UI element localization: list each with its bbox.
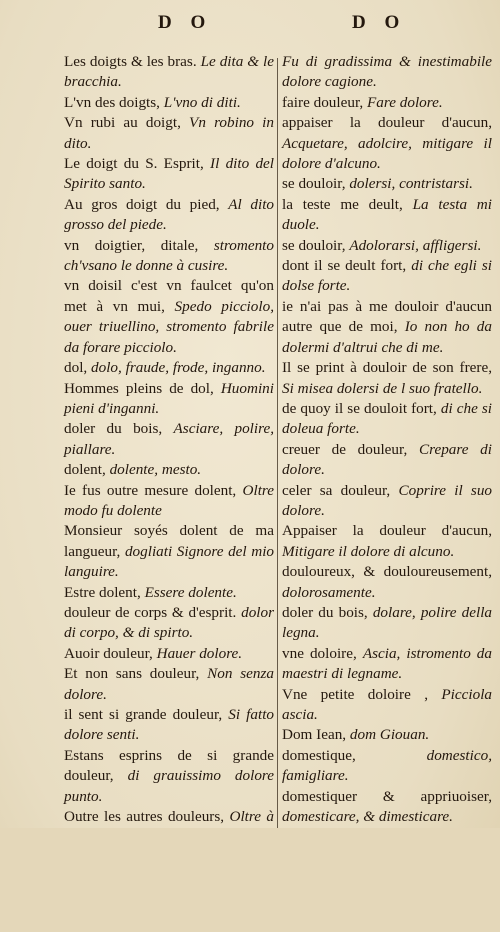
italian-translation: dolor di corpo, & di spirto. (64, 603, 275, 642)
french-headword: Estre dolent, (64, 583, 141, 601)
dictionary-entry (282, 297, 492, 358)
french-headword: Dom Iean, (282, 726, 347, 744)
page-bottom-margin (0, 828, 500, 932)
dictionary-entry (64, 276, 274, 358)
french-headword: faire douleur, (282, 93, 364, 111)
french-headword: Estans esprins de si grande douleur, (64, 746, 274, 785)
french-headword: Auoir douleur, (64, 644, 153, 662)
italian-translation: L'vno di diti. (163, 93, 241, 111)
dictionary-entry (64, 521, 274, 582)
dictionary-entry (282, 93, 492, 113)
italian-translation: Al dito grosso del piede. (64, 195, 275, 234)
italian-translation: Io non ho da dolermi d'altrui che di me. (282, 318, 492, 356)
italian-translation: Si misea dolersi de l suo fratello. (282, 379, 483, 397)
french-headword: Appaiser la douleur d'aucun, (282, 522, 492, 540)
french-headword: domestiquer & appriuoiser, (282, 787, 492, 805)
italian-translation: Fu di gradissima & inestimabile dolore cagione. (282, 53, 492, 91)
italian-translation: Le dita & le bracchia. (64, 53, 275, 91)
french-headword: dont il se deult fort, (282, 257, 407, 275)
italian-translation: Asciare, polire, piallare. (64, 420, 275, 458)
dictionary-entry (64, 481, 274, 522)
italian-translation: Oltre modo fu dolente (64, 481, 274, 519)
italian-translation: Huomini pieni d'inganni. (64, 379, 274, 417)
french-headword: se douloir, (282, 175, 346, 193)
french-headword: Les doigts & les bras. (64, 53, 197, 70)
dictionary-entry (64, 644, 274, 664)
italian-translation: dolo, fraude, frode, inganno. (91, 359, 266, 377)
dictionary-entry (282, 52, 492, 93)
dictionary-entry (282, 113, 492, 174)
italian-translation: La testa mi duole. (282, 195, 492, 234)
french-headword: Hommes pleins de dol, (64, 379, 214, 397)
dictionary-entry (64, 460, 274, 480)
french-headword: Il se print à douloir de son frere, (282, 359, 492, 377)
dictionary-entry (64, 195, 274, 236)
italian-translation: Adolorarsi, affligersi. (349, 236, 482, 254)
french-headword: doler du bois, (282, 603, 368, 621)
french-headword: ie n'ai pas à me douloir d'aucun autre que de moi, (282, 297, 492, 336)
french-headword: creuer de douleur, (282, 440, 408, 458)
french-headword: Outre les autres douleurs, (64, 808, 225, 826)
french-headword: Et non sans douleur, (64, 665, 200, 683)
dictionary-entry (64, 358, 274, 378)
french-headword: douleur de corps & d'esprit. (64, 603, 237, 621)
french-headword: Vn rubi au doigt, (64, 114, 181, 132)
italian-translation: Crepare di dolore. (282, 440, 492, 479)
dictionary-entry (64, 664, 274, 705)
french-headword: Monsieur soyés dolent de ma langueur, (64, 522, 274, 560)
french-headword: domestique, (282, 746, 356, 764)
dictionary-entry (64, 113, 274, 154)
french-headword: Vne petite doloire , (282, 685, 429, 703)
italian-translation: di grauissimo dolore punto. (64, 767, 274, 805)
french-headword: il sent si grande douleur, (64, 706, 223, 723)
dictionary-entry (64, 746, 274, 807)
dictionary-entry (282, 644, 492, 685)
dictionary-entry (64, 154, 274, 195)
dictionary-entry (282, 746, 492, 787)
italian-translation: Mitigare il dolore di alcuno. (282, 542, 455, 560)
dictionary-entry (64, 52, 274, 93)
italian-translation: dogliati Signore del mio languire. (64, 542, 275, 581)
italian-translation: Si fatto dolore senti. (64, 706, 275, 744)
dictionary-entry (282, 603, 492, 644)
dictionary-entry (282, 399, 492, 440)
french-headword: se douloir, (282, 236, 346, 254)
italian-translation: Picciola ascia. (282, 685, 493, 723)
italian-translation: domesticare, & dimesticare. (282, 808, 453, 826)
italian-translation: Ascia, istromento da maestri di legname. (282, 644, 492, 683)
dictionary-entry (282, 195, 492, 236)
italian-translation: domestico, famigliare. (282, 746, 492, 785)
dictionary-entry (282, 358, 492, 399)
french-headword: Ie fus outre mesure dolent, (64, 481, 237, 499)
french-headword: doler du bois, (64, 420, 163, 438)
italian-translation: dolare, polire della legna. (282, 603, 493, 642)
french-headword: la teste me deult, (282, 195, 403, 213)
italian-translation: di che egli si dolse forte. (282, 257, 493, 295)
french-headword: appaiser la douleur d'aucun, (282, 114, 492, 132)
running-head-left: D O (158, 12, 213, 33)
dictionary-entry (64, 705, 274, 746)
dictionary-entry (282, 787, 492, 828)
dictionary-entry (282, 236, 492, 256)
italian-translation: di che si doleua forte. (282, 399, 493, 438)
italian-translation: dom Giouan. (349, 726, 430, 744)
dictionary-entry (64, 419, 274, 460)
italian-translation: Acquetare, adolcire, mitigare il dolore d'alcuno. (282, 134, 492, 173)
left-column (64, 52, 274, 889)
right-column (282, 52, 492, 848)
dictionary-entry (282, 562, 492, 603)
dictionary-entry (282, 685, 492, 726)
dictionary-entry (282, 725, 492, 745)
italian-translation: Non senza dolore. (64, 665, 274, 703)
french-headword: L'vn des doigts, (64, 93, 160, 111)
italian-translation: Spedo picciolo, ouer triuellino, stromento fabrile da forare picciolo. (64, 297, 274, 356)
french-headword: celer sa douleur, (282, 481, 391, 499)
french-headword: dol, (64, 359, 88, 377)
dictionary-entry (64, 379, 274, 420)
dictionary-entry (282, 440, 492, 481)
french-headword: dolent, (64, 461, 106, 479)
italian-translation: Hauer dolore. (156, 644, 243, 662)
dictionary-entry (282, 481, 492, 522)
french-headword: Au gros doigt du pied, (64, 195, 220, 213)
italian-translation: Fare dolore. (367, 93, 443, 111)
italian-translation: Vn robino in dito. (64, 114, 274, 152)
dictionary-entry (282, 174, 492, 194)
italian-translation: Essere dolente. (144, 583, 237, 601)
dictionary-entry (282, 521, 492, 562)
italian-translation: Oltre à (229, 808, 274, 826)
italian-translation: dolersi, contristarsi. (349, 175, 473, 193)
italian-translation: stromento ch'vsano le donne à cusire. (64, 236, 274, 275)
italian-translation: Il dito del Spirito santo. (64, 155, 274, 193)
dictionary-entry (64, 583, 274, 603)
running-head-right: D O (352, 12, 407, 33)
italian-translation: Coprire il suo dolore. (282, 481, 493, 519)
dictionary-entry (64, 603, 274, 644)
french-headword: vn doisil c'est vn faulcet qu'on met à vn mui, (64, 277, 274, 315)
italian-translation: dolorosamente. (282, 583, 376, 601)
french-headword: douloureux, & douloureusement, (282, 563, 492, 581)
dictionary-entry (282, 256, 492, 297)
french-headword: Le doigt du S. Esprit, (64, 155, 204, 173)
french-headword: vn doigtier, ditale, (64, 236, 199, 254)
french-headword: vne doloire, (282, 644, 357, 662)
dictionary-entry (64, 93, 274, 113)
french-headword: de quoy il se douloit fort, (282, 399, 437, 417)
dictionary-entry (64, 236, 274, 277)
column-divider (277, 58, 278, 828)
italian-translation: dolente, mesto. (109, 461, 202, 479)
